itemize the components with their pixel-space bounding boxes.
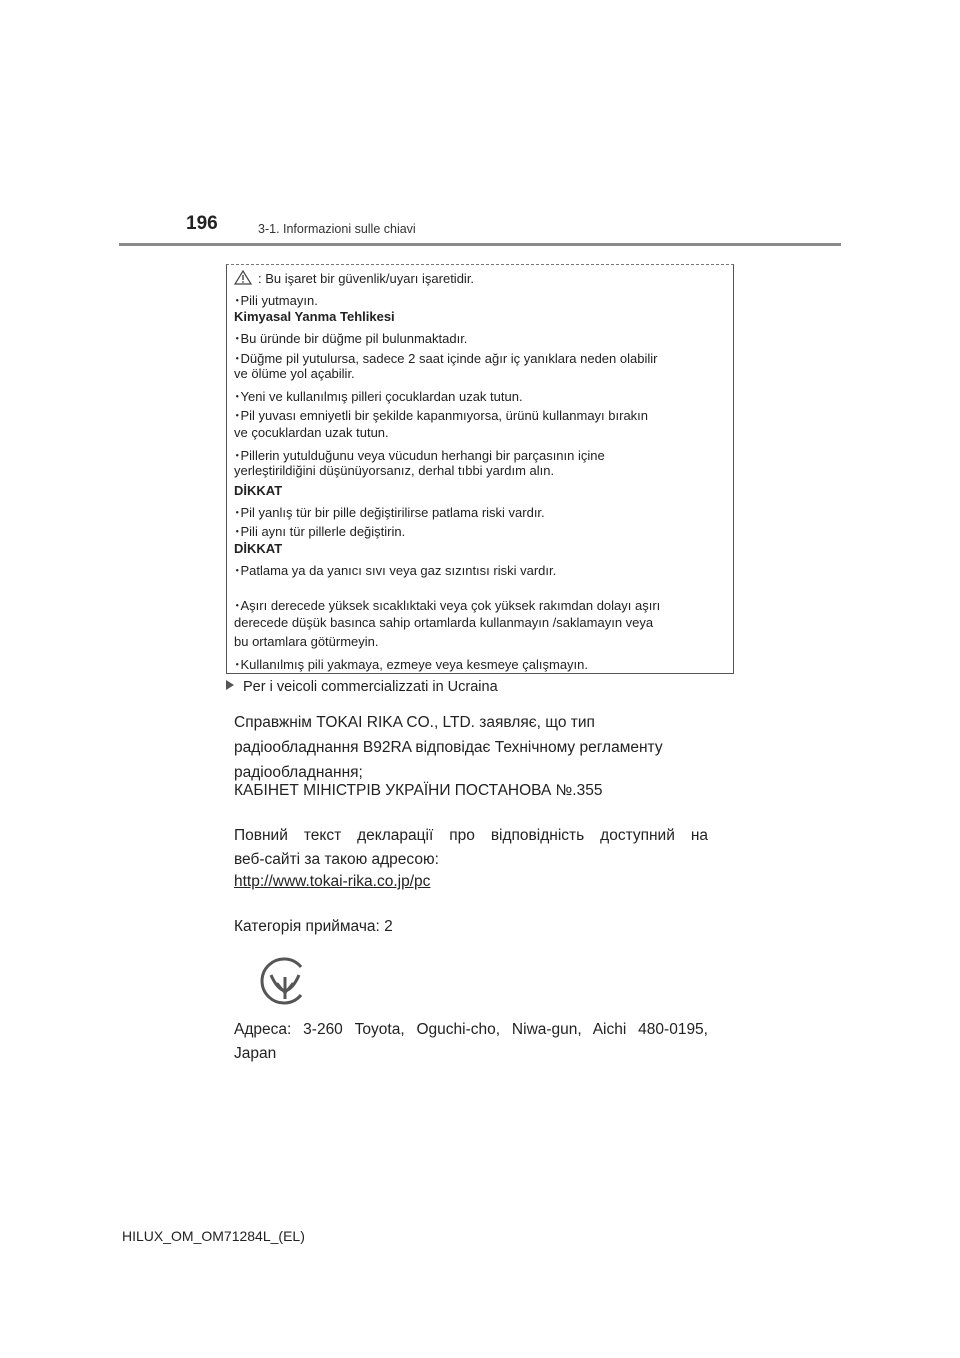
warning-line: [234, 521, 405, 540]
warning-line-text: ･Pili aynı tür pillerle değiştirin.: [234, 524, 406, 539]
warning-line: [234, 309, 395, 324]
declaration-line-1: Справжнім TOKAI RIKA CO., LTD. заявляє, що тип: [234, 714, 595, 731]
warning-box: [226, 264, 734, 674]
warning-line: [234, 386, 523, 405]
receiver-category: Категорія приймача: 2: [234, 918, 393, 935]
address-line-1: Адреса: 3-260 Toyota, Oguchi-cho, Niwa-gun, Aichi 480-0195,: [234, 1021, 708, 1038]
warning-line-text: : Bu işaret bir güvenlik/uyarı işaretidir.: [258, 271, 475, 286]
warning-line-text: derecede düşük basınca sahip ortamlarda kullanmayın /saklamayın veya: [234, 615, 654, 630]
chapter-title: 3-1. Informazioni sulle chiavi: [258, 222, 416, 236]
warning-line: [234, 328, 467, 347]
warning-triangle-icon: [234, 270, 252, 288]
ukraine-heading-text: Per i veicoli commercializzati in Ucraina: [243, 679, 498, 695]
page-number: 196: [186, 213, 218, 234]
warning-line: [234, 425, 389, 440]
full-text-line-1: Повний текст декларації про відповідність доступний на: [234, 827, 708, 844]
warning-line: [234, 270, 474, 288]
declaration-url-link[interactable]: http://www.tokai-rika.co.jp/pc: [234, 873, 431, 890]
full-text-line-2: веб-сайті за такою адресою:: [234, 851, 439, 868]
warning-line-text: bu ortamlara götürmeyin.: [234, 634, 379, 649]
warning-line-text: ･Yeni ve kullanılmış pilleri çocuklardan uzak tutun.: [234, 389, 523, 404]
warning-line-text: ･Patlama ya da yanıcı sıvı veya gaz sızıntısı riski vardır.: [234, 563, 557, 578]
warning-line-text: DİKKAT: [234, 483, 283, 498]
warning-line-text: ･Bu üründe bir düğme pil bulunmaktadır.: [234, 331, 468, 346]
warning-line-text: ･Pil yanlış tür bir pille değiştirilirse patlama riski vardır.: [234, 505, 545, 520]
warning-line-text: ･Kullanılmış pili yakmaya, ezmeye veya kesmeye çalışmayın.: [234, 657, 589, 672]
warning-line-text: Kimyasal Yanma Tehlikesi: [234, 309, 395, 324]
warning-line: [234, 483, 282, 498]
ukraine-section-heading: [226, 679, 498, 695]
triangle-bullet-icon: [226, 680, 234, 690]
warning-line-text: ･Pil yuvası emniyetli bir şekilde kapanmıyorsa, ürünü kullanmayı bırakın: [234, 408, 649, 423]
warning-line: [234, 654, 588, 673]
warning-line: [234, 502, 545, 521]
warning-line: [234, 445, 605, 464]
warning-line-text: ･Pili yutmayın.: [234, 293, 318, 308]
warning-line-text: ･Düğme pil yutulursa, sadece 2 saat içinde ağır iç yanıklara neden olabilir: [234, 351, 658, 366]
document-code: HILUX_OM_OM71284L_(EL): [122, 1228, 305, 1244]
warning-line: [234, 634, 379, 649]
page-header: [0, 0, 960, 250]
header-divider: [119, 243, 841, 246]
warning-line: [234, 560, 556, 579]
warning-line-text: ･Aşırı derecede yüksek sıcaklıktaki veya çok yüksek rakımdan dolayı aşırı: [234, 598, 661, 613]
warning-line: [234, 541, 282, 556]
warning-line-text: yerleştirildiğini düşünüyorsanız, derhal tıbbi yardım alın.: [234, 463, 555, 478]
warning-line: [234, 366, 355, 381]
declaration-line-3: радіообладнання;: [234, 764, 363, 781]
warning-line: [234, 615, 653, 630]
declaration-line-2: радіообладнання B92RA відповідає Технічному регламенту: [234, 739, 663, 756]
warning-line-text: DİKKAT: [234, 541, 283, 556]
warning-line-text: ve çocuklardan uzak tutun.: [234, 425, 389, 440]
warning-line-text: ･Pillerin yutulduğunu veya vücudun herhangi bir parçasının içine: [234, 448, 605, 463]
ukrainian-conformity-mark-icon: [257, 953, 313, 1014]
warning-line-text: ve ölüme yol açabilir.: [234, 366, 355, 381]
warning-line: [234, 405, 648, 424]
warning-line: [234, 290, 318, 309]
declaration-line-4: КАБІНЕТ МІНІСТРІВ УКРАЇНИ ПОСТАНОВА №.355: [234, 782, 603, 799]
address-line-2: Japan: [234, 1045, 277, 1062]
warning-line: [234, 463, 554, 478]
warning-line: [234, 348, 657, 367]
warning-line: [234, 595, 660, 614]
